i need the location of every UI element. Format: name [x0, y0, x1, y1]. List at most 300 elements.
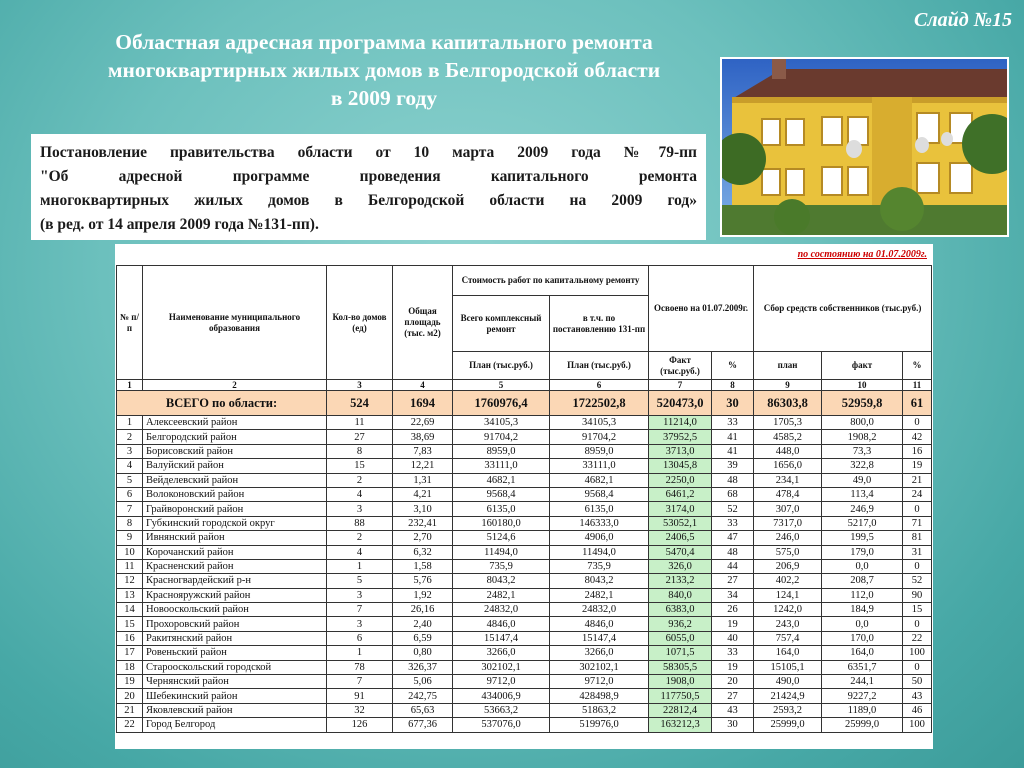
owners-plan: 1705,3: [754, 416, 822, 430]
fact-mastered: 53052,1: [649, 516, 712, 530]
table-row: [117, 574, 932, 588]
table-row: [117, 588, 932, 602]
owners-fact: 1189,0: [822, 703, 903, 717]
total-area: 12,21: [393, 459, 453, 473]
total-area: 232,41: [393, 516, 453, 530]
fact-mastered: 3713,0: [649, 444, 712, 458]
row-number: 14: [117, 603, 143, 617]
plan-header: План (тыс.руб.): [550, 352, 649, 380]
houses-count: 126: [327, 718, 393, 732]
table-row: [117, 703, 932, 717]
owners-plan: 234,1: [754, 473, 822, 487]
plan-131: 33111,0: [550, 459, 649, 473]
fact-mastered: 1908,0: [649, 675, 712, 689]
plan-total: 434006,9: [453, 689, 550, 703]
plan-total: 2482,1: [453, 588, 550, 602]
total-owners-percent: 61: [903, 391, 932, 416]
plan-total: 3266,0: [453, 646, 550, 660]
houses-count: 3: [327, 588, 393, 602]
total-area: 326,37: [393, 660, 453, 674]
plan-131: 34105,3: [550, 416, 649, 430]
owners-fact: 164,0: [822, 646, 903, 660]
owners-plan: 164,0: [754, 646, 822, 660]
title-line: многоквартирных жилых домов в Белгородской области: [107, 58, 661, 82]
plan-131: 11494,0: [550, 545, 649, 559]
total-plan: 1760976,4: [453, 391, 550, 416]
plan-131: 4906,0: [550, 531, 649, 545]
owners-group-header: Сбор средств собственников (тыс.руб.): [754, 266, 932, 352]
plan-total: 9568,4: [453, 487, 550, 501]
row-number: 22: [117, 718, 143, 732]
total-label: ВСЕГО по области:: [117, 391, 327, 416]
percent-mastered: 52: [712, 502, 754, 516]
fact-mastered: 1071,5: [649, 646, 712, 660]
total-fact: 520473,0: [649, 391, 712, 416]
percent-mastered: 48: [712, 545, 754, 559]
decree-line: (в ред. от 14 апреля 2009 года №131-пп).: [40, 216, 319, 233]
owners-percent: 42: [903, 430, 932, 444]
row-number: 17: [117, 646, 143, 660]
percent-mastered: 19: [712, 617, 754, 631]
column-number: 3: [327, 380, 393, 391]
fact-mastered: 5470,4: [649, 545, 712, 559]
owners-fact: 25999,0: [822, 718, 903, 732]
owners-fact: 49,0: [822, 473, 903, 487]
total-plan-131: 1722502,8: [550, 391, 649, 416]
percent-mastered: 27: [712, 574, 754, 588]
houses-count: 6: [327, 631, 393, 645]
plan-total: 53663,2: [453, 703, 550, 717]
row-number: 12: [117, 574, 143, 588]
owners-plan: 490,0: [754, 675, 822, 689]
owners-percent: 15: [903, 603, 932, 617]
houses-count: 5: [327, 574, 393, 588]
owners-percent: 71: [903, 516, 932, 530]
owners-plan: 124,1: [754, 588, 822, 602]
plan-131: 735,9: [550, 559, 649, 573]
owners-plan: 478,4: [754, 487, 822, 501]
fact-mastered: 2133,2: [649, 574, 712, 588]
district-name: Губкинский городской округ: [143, 516, 327, 530]
col-name-header: Наименование муниципального образования: [143, 266, 327, 380]
table-row: [117, 617, 932, 631]
plan-131: 8959,0: [550, 444, 649, 458]
district-name: Город Белгород: [143, 718, 327, 732]
fact-mastered: 6383,0: [649, 603, 712, 617]
owners-fact: 113,4: [822, 487, 903, 501]
fact-mastered: 13045,8: [649, 459, 712, 473]
plan-131: 519976,0: [550, 718, 649, 732]
percent-mastered: 27: [712, 689, 754, 703]
total-area: 242,75: [393, 689, 453, 703]
houses-count: 1: [327, 646, 393, 660]
plan-131: 2482,1: [550, 588, 649, 602]
row-number: 5: [117, 473, 143, 487]
col-houses-header: Кол-во домов (ед): [327, 266, 393, 380]
decree-line: "Об адресной программе проведения капитального ремонта: [40, 168, 697, 185]
owners-plan: 1656,0: [754, 459, 822, 473]
owners-percent: 19: [903, 459, 932, 473]
plan-131: 9568,4: [550, 487, 649, 501]
district-name: Чернянский район: [143, 675, 327, 689]
owners-fact: 5217,0: [822, 516, 903, 530]
houses-count: 8: [327, 444, 393, 458]
fact-mastered: 2406,5: [649, 531, 712, 545]
houses-count: 7: [327, 675, 393, 689]
percent-mastered: 30: [712, 718, 754, 732]
plan-131: 4682,1: [550, 473, 649, 487]
owners-fact: 170,0: [822, 631, 903, 645]
owners-percent: 81: [903, 531, 932, 545]
owners-percent: 0: [903, 502, 932, 516]
houses-count: 4: [327, 487, 393, 501]
fact-mastered: 163212,3: [649, 718, 712, 732]
owners-plan: 1242,0: [754, 603, 822, 617]
houses-count: 4: [327, 545, 393, 559]
row-number: 15: [117, 617, 143, 631]
owners-percent: 0: [903, 559, 932, 573]
total-area: 5,76: [393, 574, 453, 588]
district-name: Вейделевский район: [143, 473, 327, 487]
percent-mastered: 19: [712, 660, 754, 674]
row-number: 3: [117, 444, 143, 458]
plan-total: 11494,0: [453, 545, 550, 559]
district-name: Борисовский район: [143, 444, 327, 458]
district-name: Шебекинский район: [143, 689, 327, 703]
row-number: 11: [117, 559, 143, 573]
fact-mastered: 3174,0: [649, 502, 712, 516]
owners-percent: 0: [903, 617, 932, 631]
plan-total: 24832,0: [453, 603, 550, 617]
plan-total: 302102,1: [453, 660, 550, 674]
percent-mastered: 43: [712, 703, 754, 717]
fact-mastered: 6461,2: [649, 487, 712, 501]
table-row: [117, 444, 932, 458]
total-area: 7,83: [393, 444, 453, 458]
district-name: Новооскольский район: [143, 603, 327, 617]
cost-group-header: Стоимость работ по капитальному ремонту: [453, 266, 649, 296]
plan-total: 6135,0: [453, 502, 550, 516]
district-name: Красногвардейский р-н: [143, 574, 327, 588]
plan-total: 8959,0: [453, 444, 550, 458]
plan-total: 8043,2: [453, 574, 550, 588]
plan-total: 91704,2: [453, 430, 550, 444]
fact-mastered: 936,2: [649, 617, 712, 631]
total-area: 677,36: [393, 718, 453, 732]
percent-mastered: 34: [712, 588, 754, 602]
district-name: Краснояружский район: [143, 588, 327, 602]
table-row: [117, 502, 932, 516]
owners-fact: 9227,2: [822, 689, 903, 703]
fact-mastered: 117750,5: [649, 689, 712, 703]
plan-total: 33111,0: [453, 459, 550, 473]
column-number: 11: [903, 380, 932, 391]
owners-fact: 322,8: [822, 459, 903, 473]
fact-mastered: 11214,0: [649, 416, 712, 430]
total-area: 3,10: [393, 502, 453, 516]
owners-percent: 31: [903, 545, 932, 559]
total-area: 5,06: [393, 675, 453, 689]
total-area: 65,63: [393, 703, 453, 717]
mastered-header: Освоено на 01.07.2009г.: [649, 266, 754, 352]
owners-plan: 206,9: [754, 559, 822, 573]
owners-fact: 112,0: [822, 588, 903, 602]
table-row: [117, 487, 932, 501]
houses-count: 15: [327, 459, 393, 473]
table-row: [117, 545, 932, 559]
plan-total: 15147,4: [453, 631, 550, 645]
row-number: 1: [117, 416, 143, 430]
total-owners-plan: 86303,8: [754, 391, 822, 416]
column-number: 7: [649, 380, 712, 391]
fact-mastered: 22812,4: [649, 703, 712, 717]
program-table-panel: [115, 244, 933, 749]
column-number: 9: [754, 380, 822, 391]
total-area: 1694: [393, 391, 453, 416]
column-number: 4: [393, 380, 453, 391]
owners-plan: 2593,2: [754, 703, 822, 717]
row-number: 8: [117, 516, 143, 530]
owners-fact: 184,9: [822, 603, 903, 617]
fact-mastered: 6055,0: [649, 631, 712, 645]
total-area: 1,92: [393, 588, 453, 602]
owners-fact: 246,9: [822, 502, 903, 516]
owners-fact: 73,3: [822, 444, 903, 458]
plan-131: 4846,0: [550, 617, 649, 631]
total-area: 2,40: [393, 617, 453, 631]
percent-mastered: 41: [712, 430, 754, 444]
row-number: 19: [117, 675, 143, 689]
row-number: 18: [117, 660, 143, 674]
percent-mastered: 33: [712, 516, 754, 530]
row-number: 2: [117, 430, 143, 444]
title-line: Областная адресная программа капитального ремонта: [115, 30, 653, 54]
district-name: Грайворонский район: [143, 502, 327, 516]
owners-percent: 24: [903, 487, 932, 501]
owners-plan: 402,2: [754, 574, 822, 588]
slide-title: [40, 28, 728, 112]
owners-percent: 43: [903, 689, 932, 703]
district-name: Ровеньский район: [143, 646, 327, 660]
plan-131: 8043,2: [550, 574, 649, 588]
total-repair-header: Всего комплексный ремонт: [453, 296, 550, 352]
houses-count: 32: [327, 703, 393, 717]
column-number: 10: [822, 380, 903, 391]
owners-percent: 46: [903, 703, 932, 717]
row-number: 7: [117, 502, 143, 516]
houses-count: 7: [327, 603, 393, 617]
total-area: 38,69: [393, 430, 453, 444]
plan-131: 6135,0: [550, 502, 649, 516]
plan-total: 537076,0: [453, 718, 550, 732]
column-number: 5: [453, 380, 550, 391]
table-row: [117, 689, 932, 703]
houses-count: 3: [327, 617, 393, 631]
owners-fact: 0,0: [822, 617, 903, 631]
decree-line: многоквартирных жилых домов в Белгородской области на 2009 год»: [40, 192, 697, 209]
row-number: 16: [117, 631, 143, 645]
percent-mastered: 26: [712, 603, 754, 617]
owners-fact: 244,1: [822, 675, 903, 689]
table-row: [117, 660, 932, 674]
table-row: [117, 603, 932, 617]
table-row: [117, 631, 932, 645]
houses-count: 3: [327, 502, 393, 516]
fact-mastered: 2250,0: [649, 473, 712, 487]
total-area: 22,69: [393, 416, 453, 430]
district-name: Ивнянский район: [143, 531, 327, 545]
plan-total: 160180,0: [453, 516, 550, 530]
owners-plan: 246,0: [754, 531, 822, 545]
title-line: в 2009 году: [330, 86, 438, 110]
district-name: Ракитянский район: [143, 631, 327, 645]
total-owners-fact: 52959,8: [822, 391, 903, 416]
percent-mastered: 33: [712, 646, 754, 660]
incl-decree-header: в т.ч. по постановлению 131-пп: [550, 296, 649, 352]
owners-plan: 7317,0: [754, 516, 822, 530]
decree-line: Постановление правительства области от 10 марта 2009 года №79-пп: [40, 144, 697, 161]
owners-percent: 100: [903, 718, 932, 732]
total-area: 6,59: [393, 631, 453, 645]
row-number: 9: [117, 531, 143, 545]
total-area: 1,31: [393, 473, 453, 487]
owners-fact: 1908,2: [822, 430, 903, 444]
program-table: [116, 265, 932, 733]
district-name: Волоконовский район: [143, 487, 327, 501]
percent-header: %: [712, 352, 754, 380]
district-name: Белгородский район: [143, 430, 327, 444]
district-name: Прохоровский район: [143, 617, 327, 631]
row-number: 10: [117, 545, 143, 559]
percent-mastered: 40: [712, 631, 754, 645]
table-row: [117, 646, 932, 660]
plan-131: 3266,0: [550, 646, 649, 660]
table-row: [117, 675, 932, 689]
plan-131: 51863,2: [550, 703, 649, 717]
column-number: 2: [143, 380, 327, 391]
owners-fact: 199,5: [822, 531, 903, 545]
houses-count: 2: [327, 531, 393, 545]
houses-count: 78: [327, 660, 393, 674]
decree-box: [31, 134, 706, 240]
owners-percent: 21: [903, 473, 932, 487]
district-name: Валуйский район: [143, 459, 327, 473]
total-houses: 524: [327, 391, 393, 416]
table-row: [117, 459, 932, 473]
row-number: 13: [117, 588, 143, 602]
total-area: 2,70: [393, 531, 453, 545]
owners-plan-header: план: [754, 352, 822, 380]
percent-mastered: 39: [712, 459, 754, 473]
owners-percent: 90: [903, 588, 932, 602]
col-num-header: № п/п: [117, 266, 143, 380]
table-row: [117, 718, 932, 732]
percent-mastered: 20: [712, 675, 754, 689]
district-name: Корочанский район: [143, 545, 327, 559]
row-number: 4: [117, 459, 143, 473]
total-percent: 30: [712, 391, 754, 416]
plan-total: 4682,1: [453, 473, 550, 487]
owners-fact: 179,0: [822, 545, 903, 559]
houses-count: 1: [327, 559, 393, 573]
table-row: [117, 516, 932, 530]
percent-mastered: 47: [712, 531, 754, 545]
fact-mastered: 58305,5: [649, 660, 712, 674]
row-number: 21: [117, 703, 143, 717]
plan-header: План (тыс.руб.): [453, 352, 550, 380]
owners-percent: 0: [903, 660, 932, 674]
building-photo: [720, 57, 1009, 237]
houses-count: 11: [327, 416, 393, 430]
owners-percent: 22: [903, 631, 932, 645]
owners-percent-header: %: [903, 352, 932, 380]
owners-percent: 0: [903, 416, 932, 430]
district-name: Алексеевский район: [143, 416, 327, 430]
total-area: 26,16: [393, 603, 453, 617]
col-area-header: Общая площадь (тыс. м2): [393, 266, 453, 380]
table-row: [117, 473, 932, 487]
plan-131: 428498,9: [550, 689, 649, 703]
row-number: 20: [117, 689, 143, 703]
as-of-date: по состоянию на 01.07.2009г.: [797, 249, 927, 260]
table-row: [117, 416, 932, 430]
row-number: 6: [117, 487, 143, 501]
plan-131: 9712,0: [550, 675, 649, 689]
owners-fact: 800,0: [822, 416, 903, 430]
table-row: [117, 531, 932, 545]
percent-mastered: 48: [712, 473, 754, 487]
table-row: [117, 430, 932, 444]
district-name: Старооскольский городской: [143, 660, 327, 674]
owners-plan: 448,0: [754, 444, 822, 458]
column-number: 6: [550, 380, 649, 391]
total-area: 1,58: [393, 559, 453, 573]
owners-percent: 50: [903, 675, 932, 689]
plan-total: 9712,0: [453, 675, 550, 689]
district-name: Красненский район: [143, 559, 327, 573]
percent-mastered: 33: [712, 416, 754, 430]
total-area: 6,32: [393, 545, 453, 559]
total-row: [117, 391, 932, 416]
percent-mastered: 68: [712, 487, 754, 501]
plan-total: 4846,0: [453, 617, 550, 631]
houses-count: 2: [327, 473, 393, 487]
plan-131: 15147,4: [550, 631, 649, 645]
plan-total: 5124,6: [453, 531, 550, 545]
fact-mastered: 37952,5: [649, 430, 712, 444]
fact-mastered: 840,0: [649, 588, 712, 602]
owners-plan: 307,0: [754, 502, 822, 516]
district-name: Яковлевский район: [143, 703, 327, 717]
plan-total: 735,9: [453, 559, 550, 573]
owners-fact: 6351,7: [822, 660, 903, 674]
owners-plan: 243,0: [754, 617, 822, 631]
houses-count: 91: [327, 689, 393, 703]
owners-plan: 15105,1: [754, 660, 822, 674]
column-number: 1: [117, 380, 143, 391]
percent-mastered: 41: [712, 444, 754, 458]
houses-count: 88: [327, 516, 393, 530]
owners-fact: 208,7: [822, 574, 903, 588]
table-row: [117, 559, 932, 573]
owners-fact-header: факт: [822, 352, 903, 380]
owners-plan: 575,0: [754, 545, 822, 559]
owners-percent: 16: [903, 444, 932, 458]
total-area: 0,80: [393, 646, 453, 660]
fact-mastered: 326,0: [649, 559, 712, 573]
owners-fact: 0,0: [822, 559, 903, 573]
total-area: 4,21: [393, 487, 453, 501]
